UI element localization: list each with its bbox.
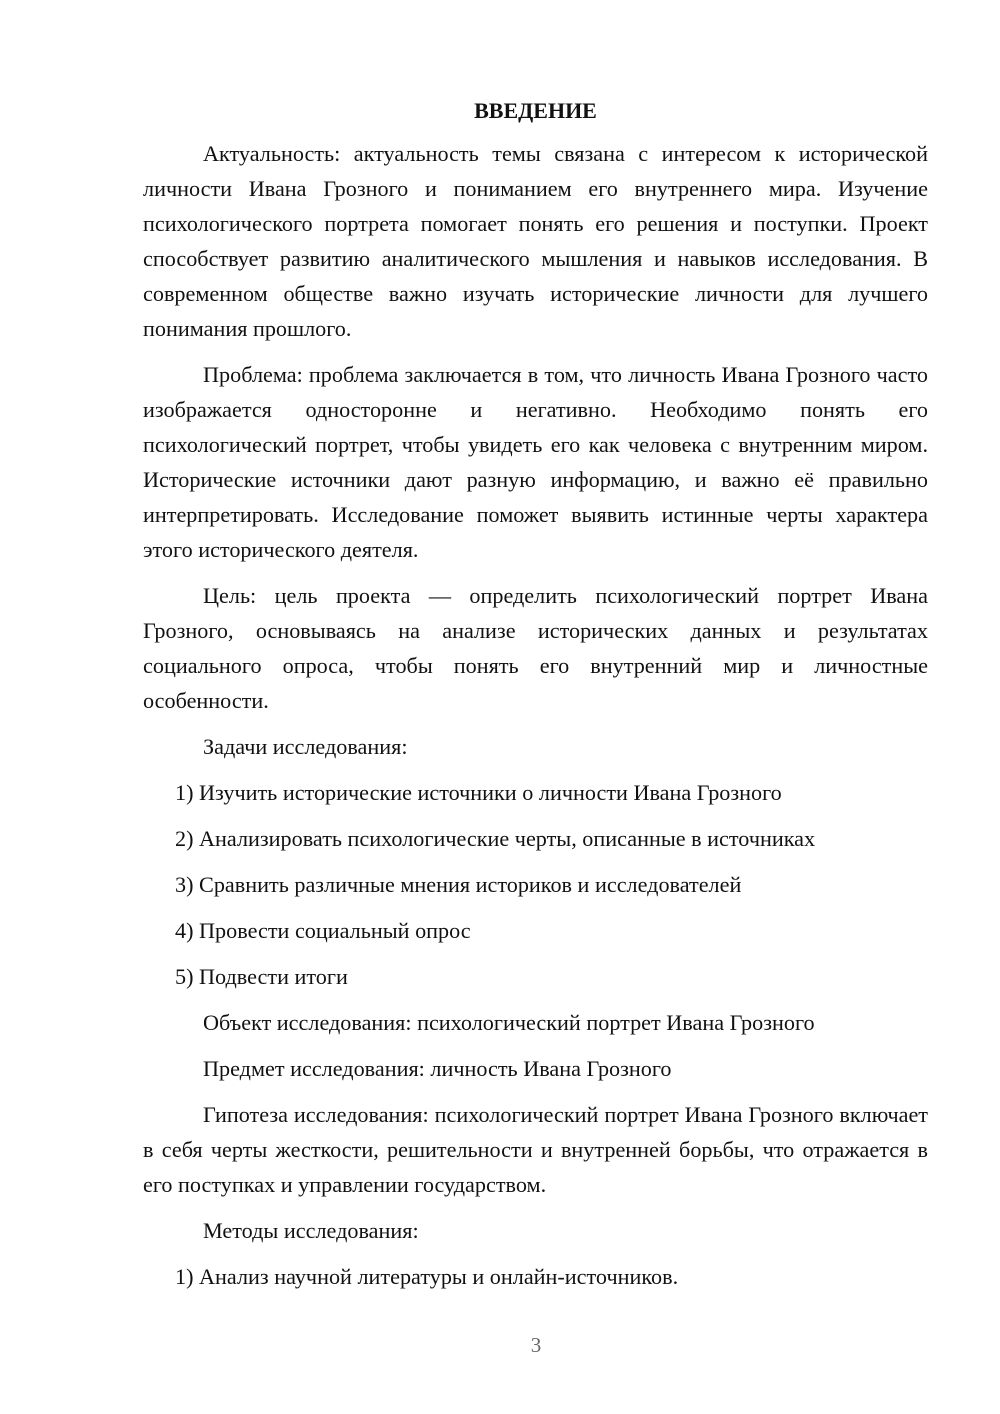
goal-paragraph: Цель: цель проекта — определить психологический портрет Ивана Грозного, основываясь на анализе исторических данных и результатах социального опроса, чтобы понять его внутренний мир и личностные особенности.	[143, 583, 928, 713]
task-item-1: 1) Изучить исторические источники о личности Ивана Грозного	[175, 780, 782, 805]
method-item-1: 1) Анализ научной литературы и онлайн-источников.	[175, 1264, 679, 1289]
task-item-2: 2) Анализировать психологические черты, описанные в источниках	[175, 826, 816, 851]
task-item-3: 3) Сравнить различные мнения историков и исследователей	[175, 872, 742, 897]
methods-list	[143, 1259, 928, 1294]
tasks-title: Задачи исследования:	[203, 734, 408, 759]
section-heading: ВВЕДЕНИЕ	[474, 98, 597, 123]
methods-title: Методы исследования:	[203, 1218, 419, 1243]
task-item-4: 4) Провести социальный опрос	[175, 918, 471, 943]
page-number: 3	[530, 1333, 542, 1357]
hypothesis-paragraph: Гипотеза исследования: психологический портрет Ивана Грозного включает в себя черты жесткости, решительности и внутренней борьбы, что отражается в его поступках и управлении государством.	[143, 1102, 928, 1197]
tasks-list	[143, 775, 928, 994]
task-item-5: 5) Подвести итоги	[175, 964, 348, 989]
research-subject: Предмет исследования: личность Ивана Грозного	[203, 1056, 672, 1081]
problem-paragraph: Проблема: проблема заключается в том, что личность Ивана Грозного часто изображается односторонне и негативно. Необходимо понять его психологический портрет, чтобы увидеть его как человека с внутренним миром. Исторические источники дают разную информацию, и важно её правильно интерпретировать. Исследование поможет выявить истинные черты характера этого исторического деятеля.	[143, 362, 928, 562]
document-page	[143, 96, 928, 1305]
relevance-paragraph: Актуальность: актуальность темы связана с интересом к исторической личности Ивана Грозного и пониманием его внутреннего мира. Изучение психологического портрета помогает понять его решения и поступки. Проект способствует развитию аналитического мышления и навыков исследования. В современном обществе важно изучать исторические личности для лучшего понимания прошлого.	[143, 141, 928, 341]
research-object: Объект исследования: психологический портрет Ивана Грозного	[203, 1010, 815, 1035]
